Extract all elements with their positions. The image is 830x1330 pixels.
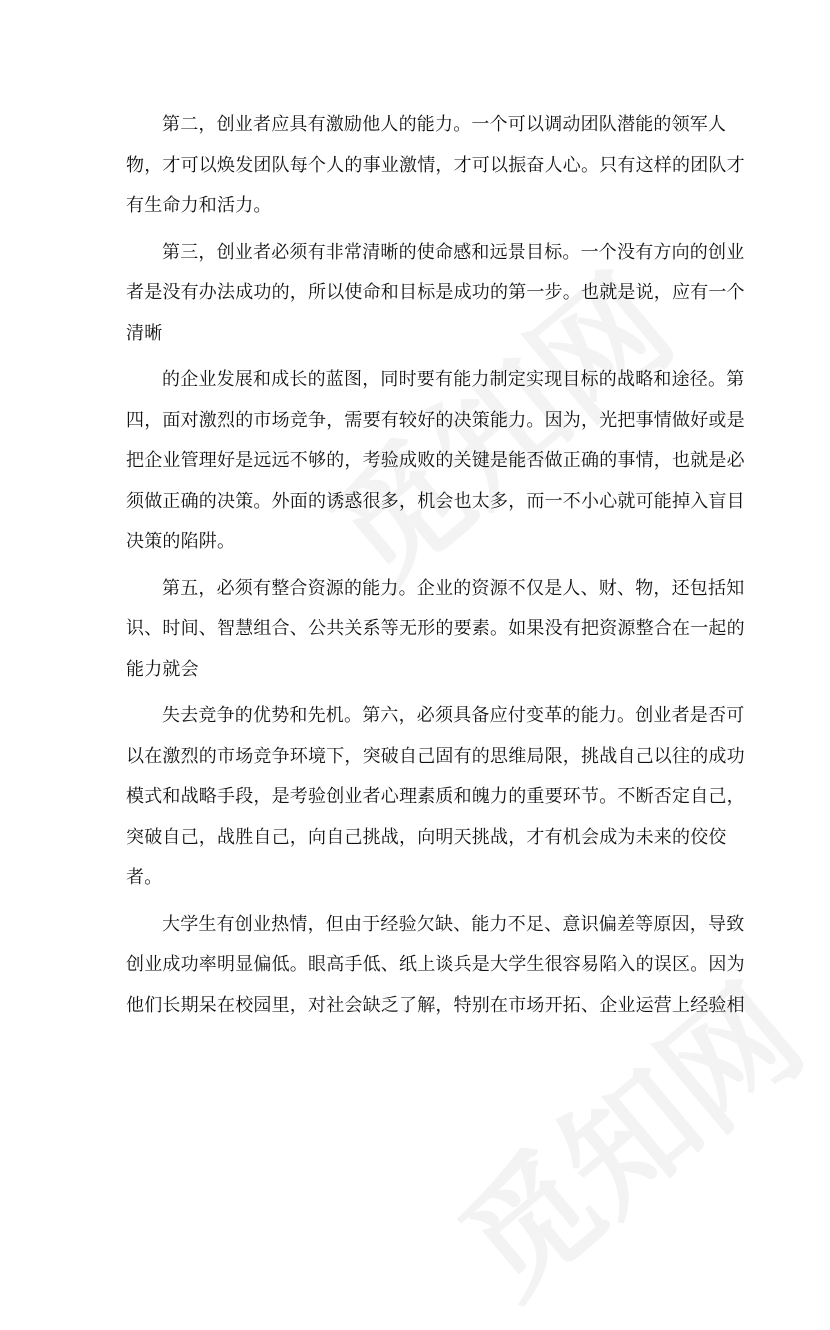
- text-line: 决策的陷阱。: [126, 531, 236, 552]
- text-line: 把企业管理好是远远不够的，考验成败的关键是能否做正确的事情，也就是必: [126, 450, 745, 471]
- text-line: 他们长期呆在校园里，对社会缺乏了解，特别在市场开拓、企业运营上经验相: [126, 994, 745, 1016]
- text-line: 者是没有办法成功的，所以使命和目标是成功的第一步。也就是说，应有一个: [126, 282, 745, 303]
- document-body: [126, 105, 745, 1026]
- text-line: 第二，创业者应具有激励他人的能力。一个可以调动团队潜能的领军人: [162, 114, 727, 135]
- text-line: 能力就会: [126, 658, 199, 680]
- text-line: 的企业发展和成长的蓝图，同时要有能力制定实现目标的战略和途径。第: [162, 369, 745, 390]
- text-line: 第三，创业者必须有非常清晰的使命感和远景目标。一个没有方向的创业: [162, 241, 745, 263]
- paragraph: [126, 569, 745, 691]
- text-line: 大学生有创业热情，但由于经验欠缺、能力不足、意识偏差等原因，导致: [162, 913, 745, 935]
- text-line: 突破自己，战胜自己，向自己挑战，向明天挑战，才有机会成为未来的佼佼: [126, 826, 727, 848]
- paragraph: [126, 233, 745, 355]
- text-line: 四，面对激烈的市场竞争，需要有较好的决策能力。因为，光把事情做好或是: [126, 409, 745, 431]
- paragraph: [126, 360, 745, 563]
- text-line: 模式和战略手段，是考验创业者心理素质和魄力的重要环节。不断否定自己，: [126, 786, 745, 807]
- text-line: 须做正确的决策。外面的诱惑很多，机会也太多，而一不小心就可能掉入盲目: [126, 490, 745, 512]
- text-line: 第五，必须有整合资源的能力。企业的资源不仅是人、财、物，还包括知: [162, 577, 745, 599]
- text-line: 识、时间、智慧组合、公共关系等无形的要素。如果没有把资源整合在一起的: [126, 618, 745, 639]
- text-line: 者。: [126, 867, 163, 888]
- text-line: 物，才可以焕发团队每个人的事业激情，才可以振奋人心。只有这样的团队才: [126, 154, 745, 176]
- paragraph: [126, 105, 745, 227]
- text-line: 失去竞争的优势和先机。第六，必须具备应付变革的能力。创业者是否可: [162, 705, 745, 726]
- paragraph: [126, 905, 745, 1027]
- text-line: 清晰: [126, 322, 163, 344]
- paragraph: [126, 696, 745, 899]
- text-line: 以在激烈的市场竞争环境下，突破自己固有的思维局限，挑战自己以往的成功: [126, 745, 745, 767]
- text-line: 创业成功率明显偏低。眼高手低、纸上谈兵是大学生很容易陷入的误区。因为: [126, 954, 745, 975]
- text-line: 有生命力和活力。: [126, 195, 272, 216]
